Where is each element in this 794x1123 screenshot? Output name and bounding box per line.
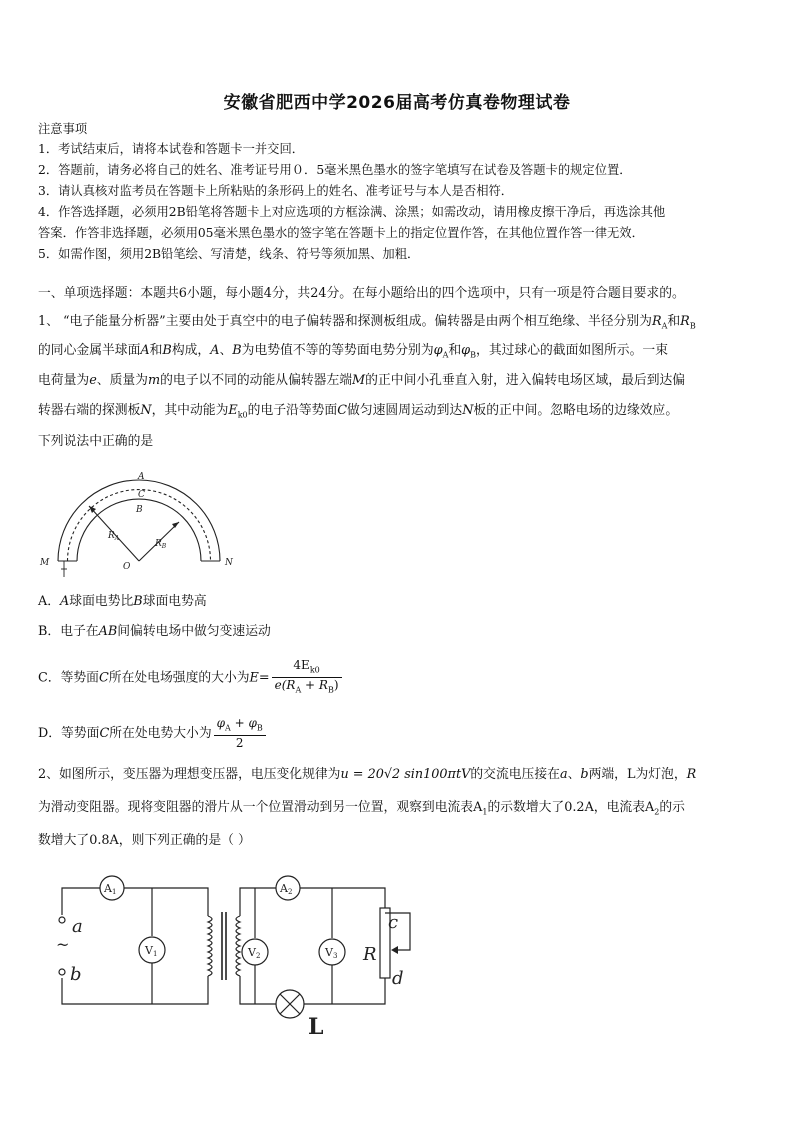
fig1-label-m: M [40, 558, 50, 568]
fig1-label-o: O [123, 562, 131, 572]
q1-line-1: 1、 “电子能量分析器”主要由处于真空中的电子偏转器和探测板组成。偏转器是由两个相互绝缘、半径分别为$R_A$和$R_B$ [38, 314, 696, 331]
fig2-label-d: d [392, 968, 404, 989]
transformer-circuit-figure [50, 868, 420, 1038]
page-title: 安徽省肥西中学2026届高考仿真卷物理试卷 [223, 93, 571, 113]
fig1-label-n: N [225, 558, 233, 568]
fig2-label-a: a [72, 916, 83, 937]
q1-line-5: 下列说法中正确的是 [38, 434, 154, 449]
fig1-label-c: C [138, 490, 145, 500]
notice-item-5: 5．如需作图，须用2B铅笔绘、写清楚，线条、符号等须加黑、加粗． [38, 247, 420, 261]
notice-heading: 注意事项 [38, 122, 88, 136]
fig1-label-a: A [138, 472, 145, 482]
q2-line-3: 数增大了0.8A，则下列正确的是（ ） [38, 833, 251, 848]
q1-option-c[interactable]: C．等势面C所在处电场强度的大小为E= $\frac{4E_{k0}}{e(R_A + R_B)}$ [38, 658, 344, 698]
q1-option-d[interactable]: D．等势面C所在处电势大小为 $\frac{\varphi_A + \varphi_B}{2}$ [38, 716, 268, 751]
fig1-label-ra: $R_A$ [108, 531, 120, 542]
section-heading: 一、单项选择题：本题共6小题，每小题4分，共24分。在每小题给出的四个选项中，只有一项是符合题目要求的。 [38, 286, 685, 301]
terminal-b [59, 969, 65, 975]
q2-line-1: 2、如图所示，变压器为理想变压器，电压变化规律为u = 20√2 sin100πtV的交流电压接在a、b两端，L为灯泡，R [38, 767, 697, 782]
fig1-label-b: B [136, 505, 143, 515]
fig2-label-r: R [363, 944, 377, 965]
option-d-fraction: $\frac{\varphi_A + \varphi_B}{2}$ [214, 716, 266, 751]
svg-text:V3: V3 [325, 946, 338, 960]
notice-item-3: 3．请认真核对监考员在答题卡上所粘贴的条形码上的姓名、准考证号与本人是否相符． [38, 184, 514, 198]
notice-item-1: 1．考试结束后，请将本试卷和答题卡一并交回． [38, 142, 305, 156]
fig2-label-b: b [70, 964, 82, 985]
fig2-label-c: c [388, 912, 399, 933]
q1-line-3: 电荷量为e、质量为m的电子以不同的动能从偏转器左端M的正中间小孔垂直入射，进入偏转电场区域，最后到达偏 [38, 373, 686, 388]
svg-text:A1: A1 [104, 882, 117, 896]
fig2-ac-symbol: ~ [56, 935, 70, 954]
fig2-label-l: L [308, 1014, 324, 1038]
notice-item-2: 2．答题前，请务必将自己的姓名、准考证号用０．5毫米黑色墨水的签字笔填写在试卷及答题卡的规定位置． [38, 163, 632, 177]
svg-text:V2: V2 [248, 946, 261, 960]
q1-line-4: 转器右端的探测板N，其中动能为$E_{k0}$的电子沿等势面C做匀速圆周运动到达N板的正中间。忽略电场的边缘效应。 [38, 403, 679, 420]
svg-text:A2: A2 [280, 882, 293, 896]
equipotential-c-arc [68, 490, 211, 561]
q1-option-b[interactable]: B．电子在AB间偏转电场中做匀变速运动 [38, 624, 271, 639]
terminal-a [59, 917, 65, 923]
fig1-label-rb: $R_B$ [155, 539, 167, 550]
deflector-figure [34, 462, 244, 582]
svg-text:V1: V1 [145, 944, 158, 958]
notice-item-4: 4．作答选择题，必须用2B铅笔将答题卡上对应选项的方框涂满、涂黑；如需改动，请用橡皮擦干净后，再选涂其他 [38, 205, 666, 219]
notice-item-4-cont: 答案．作答非选择题，必须用05毫米黑色墨水的签字笔在答题卡上的指定位置作答，在其他位置作答一律无效． [38, 226, 644, 240]
option-c-fraction: $\frac{4E_{k0}}{e(R_A + R_B)}$ [272, 658, 342, 698]
q2-line-2: 为滑动变阻器。现将变阻器的滑片从一个位置滑动到另一位置，观察到电流表$A_1$的示数增大了0.2A，电流表$A_2$的示 [38, 800, 685, 817]
q1-line-2: 的同心金属半球面A和B构成，A、B为电势值不等的等势面电势分别为$\varphi_A$和$\varphi_B$，其过球心的截面如图所示。一束 [38, 343, 668, 360]
q1-option-a[interactable]: A．A球面电势比B球面电势高 [38, 594, 207, 609]
